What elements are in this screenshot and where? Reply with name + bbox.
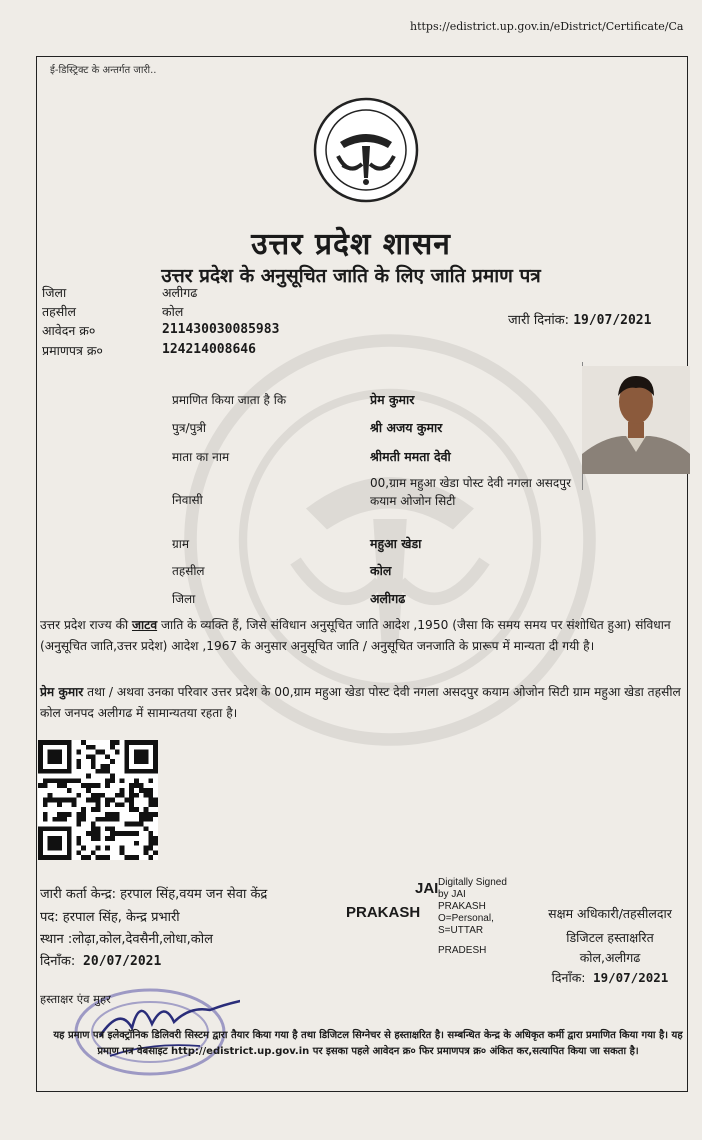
holder-name: प्रेम कुमार <box>370 392 415 407</box>
village-label: ग्राम <box>172 537 190 551</box>
issue-date-label: जारी दिनांक: <box>508 313 570 328</box>
competent-authority <box>520 904 700 988</box>
issuing-center-label: जारी कर्ता केन्द्र: <box>40 887 117 902</box>
issued-under-note: ई-डिस्ट्रिक्ट के अन्तर्गत जारी.. <box>50 65 157 76</box>
caste-name: जाटव <box>131 618 158 632</box>
applicant-photo <box>582 366 690 474</box>
father-name: श्री अजय कुमार <box>370 420 443 435</box>
page-url: https://edistrict.up.gov.in/eDistrict/Certificate/Ca <box>410 20 684 33</box>
certificate-title: उत्तर प्रदेश के अनुसूचित जाति के लिए जाति प्रमाण पत्र <box>161 265 541 287</box>
issuing-center-value: हरपाल सिंह,वयम जन सेवा केंद्र <box>116 887 268 902</box>
authority-digital-signed: डिजिटल हस्ताक्षरित <box>566 930 654 945</box>
government-title: उत्तर प्रदेश शासन <box>251 227 451 262</box>
resident-label: निवासी <box>172 493 203 507</box>
meta-tehsil <box>42 303 184 320</box>
dsig-line-2: by JAI <box>438 889 466 900</box>
meta-district-label: जिला <box>42 285 67 300</box>
dsig-line-4: O=Personal, <box>438 913 494 924</box>
district-value: अलीगढ <box>370 591 406 606</box>
authority-date-label: दिनाँक: <box>551 970 586 985</box>
caste-declaration <box>40 615 690 657</box>
up-state-emblem-icon <box>312 96 420 204</box>
qr-code <box>38 740 158 860</box>
resident-address: 00,ग्राम महुआ खेडा पोस्ट देवी नगला असदपुर कयाम ओजोन सिटी <box>370 476 572 508</box>
authority-location: कोल,अलीगढ <box>579 950 641 965</box>
mother-name: श्रीमती ममता देवी <box>370 449 451 464</box>
dsig-line-3: PRAKASH <box>438 901 486 912</box>
footer-verification-note: यह प्रमाण पत्र इलेक्ट्रॉनिक डिलिवरी सिस्टम द्वारा तैयार किया गया है तथा डिजिटल सिग्नेचर से हस्ताक्षरित है। सम्बन्धित केन्द्र के अधिकृत कर्मी द्वारा प्रमाणित किया गया है। यह प्रमाण पत्र वेबसाइट http://edistrict.up.gov.in पर इसका पहले आवेदन क्र० फिर प्रमाणपत्र क्र० अंकित कर,सत्यापित किया जा सकता है। <box>53 1030 683 1057</box>
mother-label: माता का नाम <box>172 450 230 464</box>
meta-district-value: अलीगढ <box>162 285 198 300</box>
issuing-center <box>40 884 267 902</box>
issuer-date-label: दिनाँक: <box>40 954 76 969</box>
issue-date-value: 19/07/2021 <box>573 313 652 328</box>
tehsil-label: तहसील <box>172 564 205 578</box>
issuer-place-value: लोढ़ा,कोल,देवसैनी,लोधा,कोल <box>72 932 213 947</box>
authority-date-value: 19/07/2021 <box>585 970 669 985</box>
meta-application-label: आवेदन क्र० <box>42 323 96 338</box>
issuer-place <box>40 929 213 947</box>
issuer-place-label: स्थान : <box>40 932 73 947</box>
meta-certificate-label: प्रमाणपत्र क्र० <box>42 343 103 358</box>
dsig-line-5: S=UTTAR <box>438 925 484 936</box>
village-value: महुआ खेडा <box>370 536 422 551</box>
digital-signature-details <box>438 877 507 957</box>
tehsil-value: कोल <box>370 563 392 578</box>
meta-certificate-no <box>42 342 256 359</box>
issue-date <box>508 310 651 328</box>
sign-seal-label: हस्ताक्षर एंव मुहर <box>40 992 111 1006</box>
meta-application-value: 21143003008598​3 <box>162 322 280 337</box>
meta-tehsil-value: कोल <box>162 304 184 319</box>
caste-prefix: उत्तर प्रदेश राज्य की <box>40 618 132 632</box>
meta-tehsil-label: तहसील <box>42 304 76 319</box>
district-label: जिला <box>172 592 196 606</box>
authority-designation: सक्षम अधिकारी/तहसीलदार <box>548 906 672 921</box>
residence-text: तथा / अथवा उनका परिवार उत्तर प्रदेश के 00,ग्राम महुआ खेडा पोस्ट देवी नगला असदपुर कयाम ओजोन सिटी ग्राम महुआ खेडा तहसील कोल जनपद अलीगढ में सामान्यतया रहता है। <box>40 685 681 720</box>
caste-suffix: जाति के व्यक्ति हैं, जिसे संविधान अनुसूचित जाति आदेश ,1950 (जैसा कि समय समय पर संशोधित हुआ) संविधान (अनुसूचित जाति,उत्तर प्रदेश) आदेश ,1967 के अनुसार अनुसूचित जाति / अनुसूचित जनजाति के प्रारूप में मान्यता दी गयी है। <box>40 618 671 653</box>
residence-holder-name: प्रेम कुमार <box>40 685 84 699</box>
issuer-post-value: हरपाल सिंह, केन्द्र प्रभारी <box>58 910 180 925</box>
meta-application-no <box>42 322 280 339</box>
certified-label: प्रमाणित किया जाता है कि <box>172 393 287 407</box>
issuer-post <box>40 907 180 925</box>
issuer-post-label: पद: <box>40 910 59 925</box>
dsig-line-6: PRADESH <box>438 945 487 956</box>
digital-signer-name-1: JAI <box>415 880 439 897</box>
son-of-label: पुत्र/पुत्री <box>172 421 207 435</box>
meta-district <box>42 284 198 301</box>
digital-signer-name-2: PRAKASH <box>346 904 421 921</box>
dsig-line-1: Digitally Signed <box>438 877 507 888</box>
residence-declaration <box>40 682 690 724</box>
issuer-date-value: 20/07/2021 <box>75 954 162 969</box>
meta-certificate-value: 124214008646 <box>162 342 256 357</box>
